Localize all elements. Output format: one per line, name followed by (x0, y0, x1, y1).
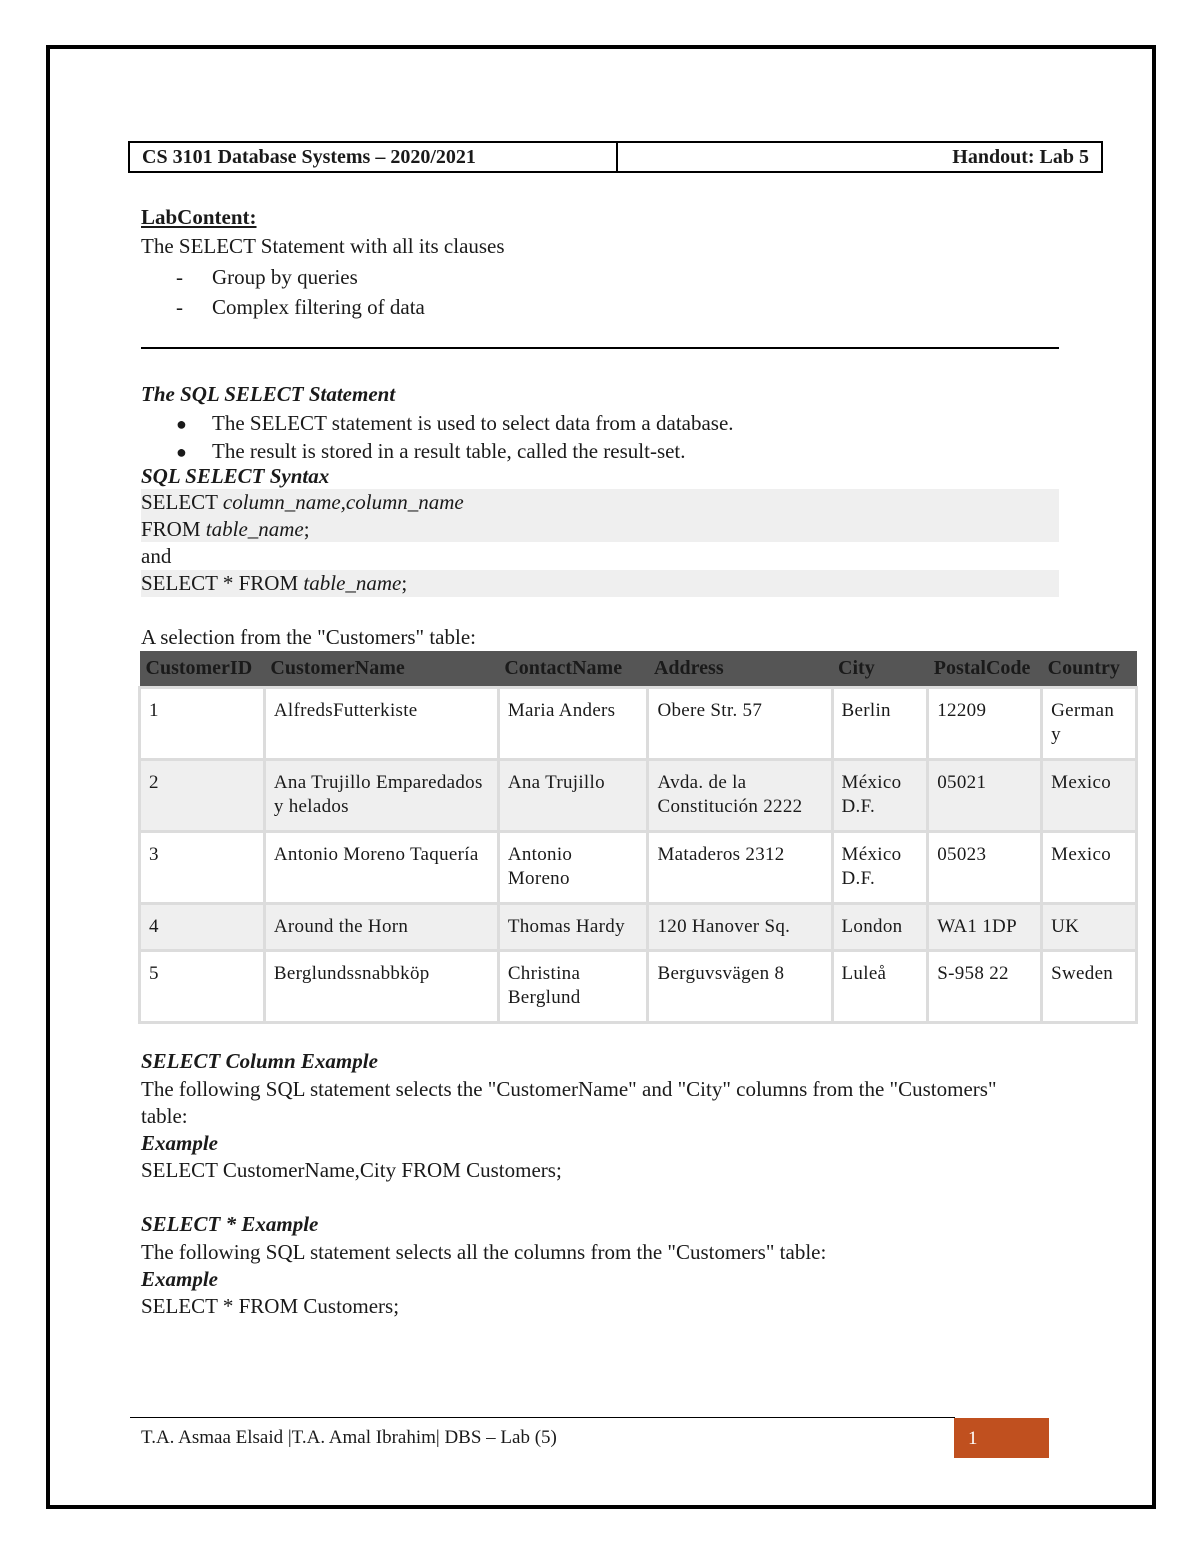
column-header: Country (1042, 651, 1137, 688)
handout-label: Handout: Lab 5 (952, 146, 1089, 168)
table-cell: S-958 22 (928, 951, 1042, 1023)
table-cell: Berglundssnabbköp (264, 951, 498, 1023)
column-example-text: The following SQL statement selects the "CustomerName" and "City" columns from the "Customers" table: (141, 1077, 997, 1129)
example-label: Example (141, 1267, 218, 1291)
table-row (140, 688, 1137, 760)
list-item-text: Group by queries (212, 265, 358, 289)
table-cell: Luleå (832, 951, 928, 1023)
list-item (176, 410, 734, 438)
list-item-text: The result is stored in a result table, called the result-set. (212, 439, 686, 463)
table-cell: Obere Str. 57 (648, 688, 832, 760)
column-header: PostalCode (928, 651, 1042, 688)
dash-marker: - (176, 265, 183, 289)
column-header: City (832, 651, 928, 688)
table-cell: German y (1042, 688, 1137, 760)
table-cell: Maria Anders (498, 688, 648, 760)
table-cell: México D.F. (832, 760, 928, 832)
syntax-line-1 (141, 489, 464, 516)
document-header (128, 141, 1103, 173)
syntax-title: SQL SELECT Syntax (141, 464, 330, 488)
column-header: Address (648, 651, 832, 688)
table-cell: 120 Hanover Sq. (648, 904, 832, 951)
table-cell: 05021 (928, 760, 1042, 832)
customers-table (138, 651, 1138, 1024)
table-cell: Mexico (1042, 760, 1137, 832)
footer-rule (130, 1417, 955, 1418)
table-cell: 1 (140, 688, 265, 760)
sql-semicolon: ; (303, 517, 310, 541)
course-title: CS 3101 Database Systems – 2020/2021 (130, 143, 618, 171)
table-cell: Berlin (832, 688, 928, 760)
horizontal-rule (141, 347, 1059, 349)
list-item (176, 262, 425, 292)
section-title-column-example: SELECT Column Example (141, 1049, 378, 1073)
bullet-icon: ● (176, 414, 187, 434)
list-item-text: Complex filtering of data (212, 295, 425, 319)
table-cell: Christina Berglund (498, 951, 648, 1023)
table-cell: London (832, 904, 928, 951)
column-example-code: SELECT CustomerName,City FROM Customers; (141, 1158, 562, 1182)
table-cell: Sweden (1042, 951, 1137, 1023)
table-cell: Around the Horn (264, 904, 498, 951)
table-cell: 5 (140, 951, 265, 1023)
sql-semicolon: ; (401, 571, 408, 595)
sql-argument: column_name,column_name (222, 490, 464, 514)
section-title-select: The SQL SELECT Statement (141, 382, 396, 406)
table-row (140, 904, 1137, 951)
example-label: Example (141, 1131, 218, 1155)
list-item (176, 438, 734, 466)
sql-keyword: SELECT * FROM (141, 571, 304, 595)
table-cell: Avda. de la Constitución 2222 (648, 760, 832, 832)
section-title-star-example: SELECT * Example (141, 1212, 319, 1236)
bullet-list (176, 410, 734, 466)
list-item (176, 292, 425, 322)
lab-content-list (176, 262, 425, 322)
table-cell: Thomas Hardy (498, 904, 648, 951)
list-item-text: The SELECT statement is used to select data from a database. (212, 411, 734, 435)
table-cell: AlfredsFutterkiste (264, 688, 498, 760)
table-row (140, 832, 1137, 904)
table-row (140, 951, 1137, 1023)
table-cell: 05023 (928, 832, 1042, 904)
table-cell: 12209 (928, 688, 1042, 760)
table-header-row (140, 651, 1137, 688)
table-cell: WA1 1DP (928, 904, 1042, 951)
table-cell: México D.F. (832, 832, 928, 904)
sql-argument: table_name (303, 571, 402, 595)
syntax-line-2 (141, 516, 310, 543)
table-cell: Mexico (1042, 832, 1137, 904)
sql-keyword: SELECT (141, 490, 223, 514)
table-cell: Berguvsvägen 8 (648, 951, 832, 1023)
lab-content-intro: The SELECT Statement with all its clauses (141, 234, 505, 258)
table-caption: A selection from the "Customers" table: (141, 625, 476, 649)
star-example-code: SELECT * FROM Customers; (141, 1294, 400, 1318)
column-header: CustomerName (264, 651, 498, 688)
table-cell: 4 (140, 904, 265, 951)
dash-marker: - (176, 295, 183, 319)
footer-authors: T.A. Asmaa Elsaid |T.A. Amal Ibrahim| DBS – Lab (5) (141, 1427, 557, 1448)
table-cell: 3 (140, 832, 265, 904)
table-row (140, 760, 1137, 832)
bullet-icon: ● (176, 442, 187, 462)
sql-argument: table_name (205, 517, 304, 541)
table-cell: Mataderos 2312 (648, 832, 832, 904)
page-number: 1 (954, 1418, 1049, 1458)
table-cell: Ana Trujillo Emparedados y helados (264, 760, 498, 832)
and-text: and (141, 544, 172, 568)
syntax-line-3 (141, 570, 407, 597)
lab-content-heading: LabContent: (141, 205, 257, 229)
table-cell: Antonio Moreno Taquería (264, 832, 498, 904)
sql-keyword: FROM (141, 517, 206, 541)
table-cell: 2 (140, 760, 265, 832)
star-example-text: The following SQL statement selects all the columns from the "Customers" table: (141, 1240, 827, 1264)
column-header: CustomerID (140, 651, 265, 688)
column-header: ContactName (498, 651, 648, 688)
table-cell: UK (1042, 904, 1137, 951)
table-cell: Antonio Moreno (498, 832, 648, 904)
table-cell: Ana Trujillo (498, 760, 648, 832)
